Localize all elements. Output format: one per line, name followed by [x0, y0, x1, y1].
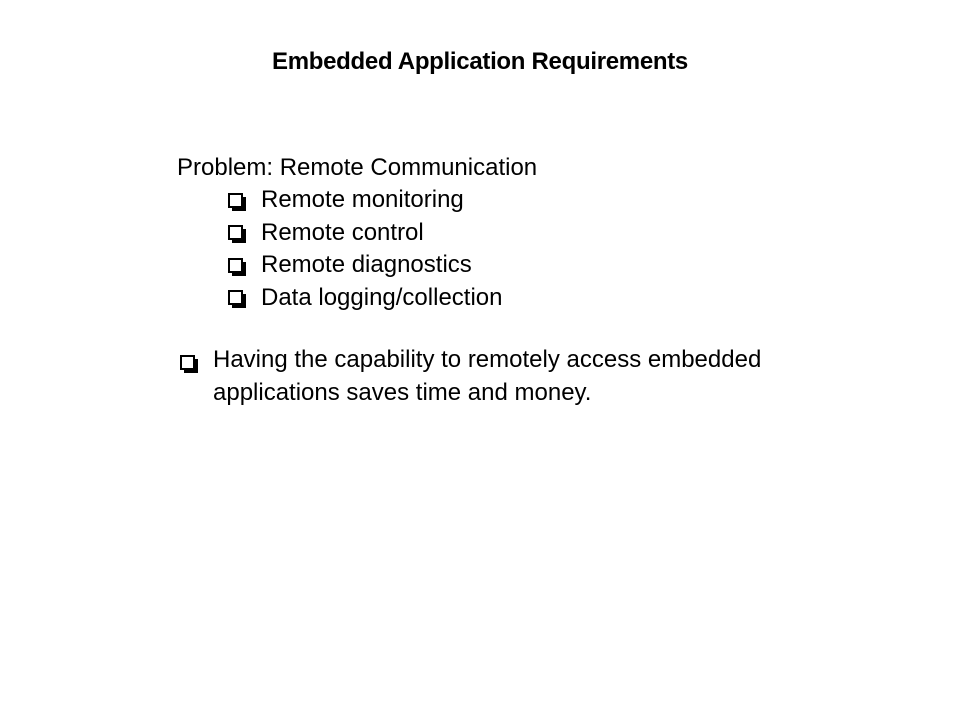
- list-item-label: Remote monitoring: [261, 186, 464, 214]
- checkbox-icon: [228, 258, 243, 273]
- checkbox-icon: [228, 290, 243, 305]
- main-point: [180, 344, 773, 409]
- list-item-label: Remote diagnostics: [261, 251, 472, 279]
- problem-heading: Problem: Remote Communication: [177, 154, 538, 181]
- checkbox-icon: [228, 193, 243, 208]
- requirements-list: [228, 184, 503, 314]
- list-item-label: Remote control: [261, 218, 424, 246]
- list-item: [228, 249, 503, 282]
- list-item-label: Data logging/collection: [261, 283, 503, 311]
- main-point-text: Having the capability to remotely access embedded applications saves time and money.: [213, 346, 762, 406]
- list-item: [228, 217, 503, 250]
- list-item: [228, 184, 503, 217]
- checkbox-icon: [228, 225, 243, 240]
- slide-title: Embedded Application Requirements: [272, 48, 688, 75]
- checkbox-icon: [180, 355, 195, 370]
- list-item: [228, 282, 503, 315]
